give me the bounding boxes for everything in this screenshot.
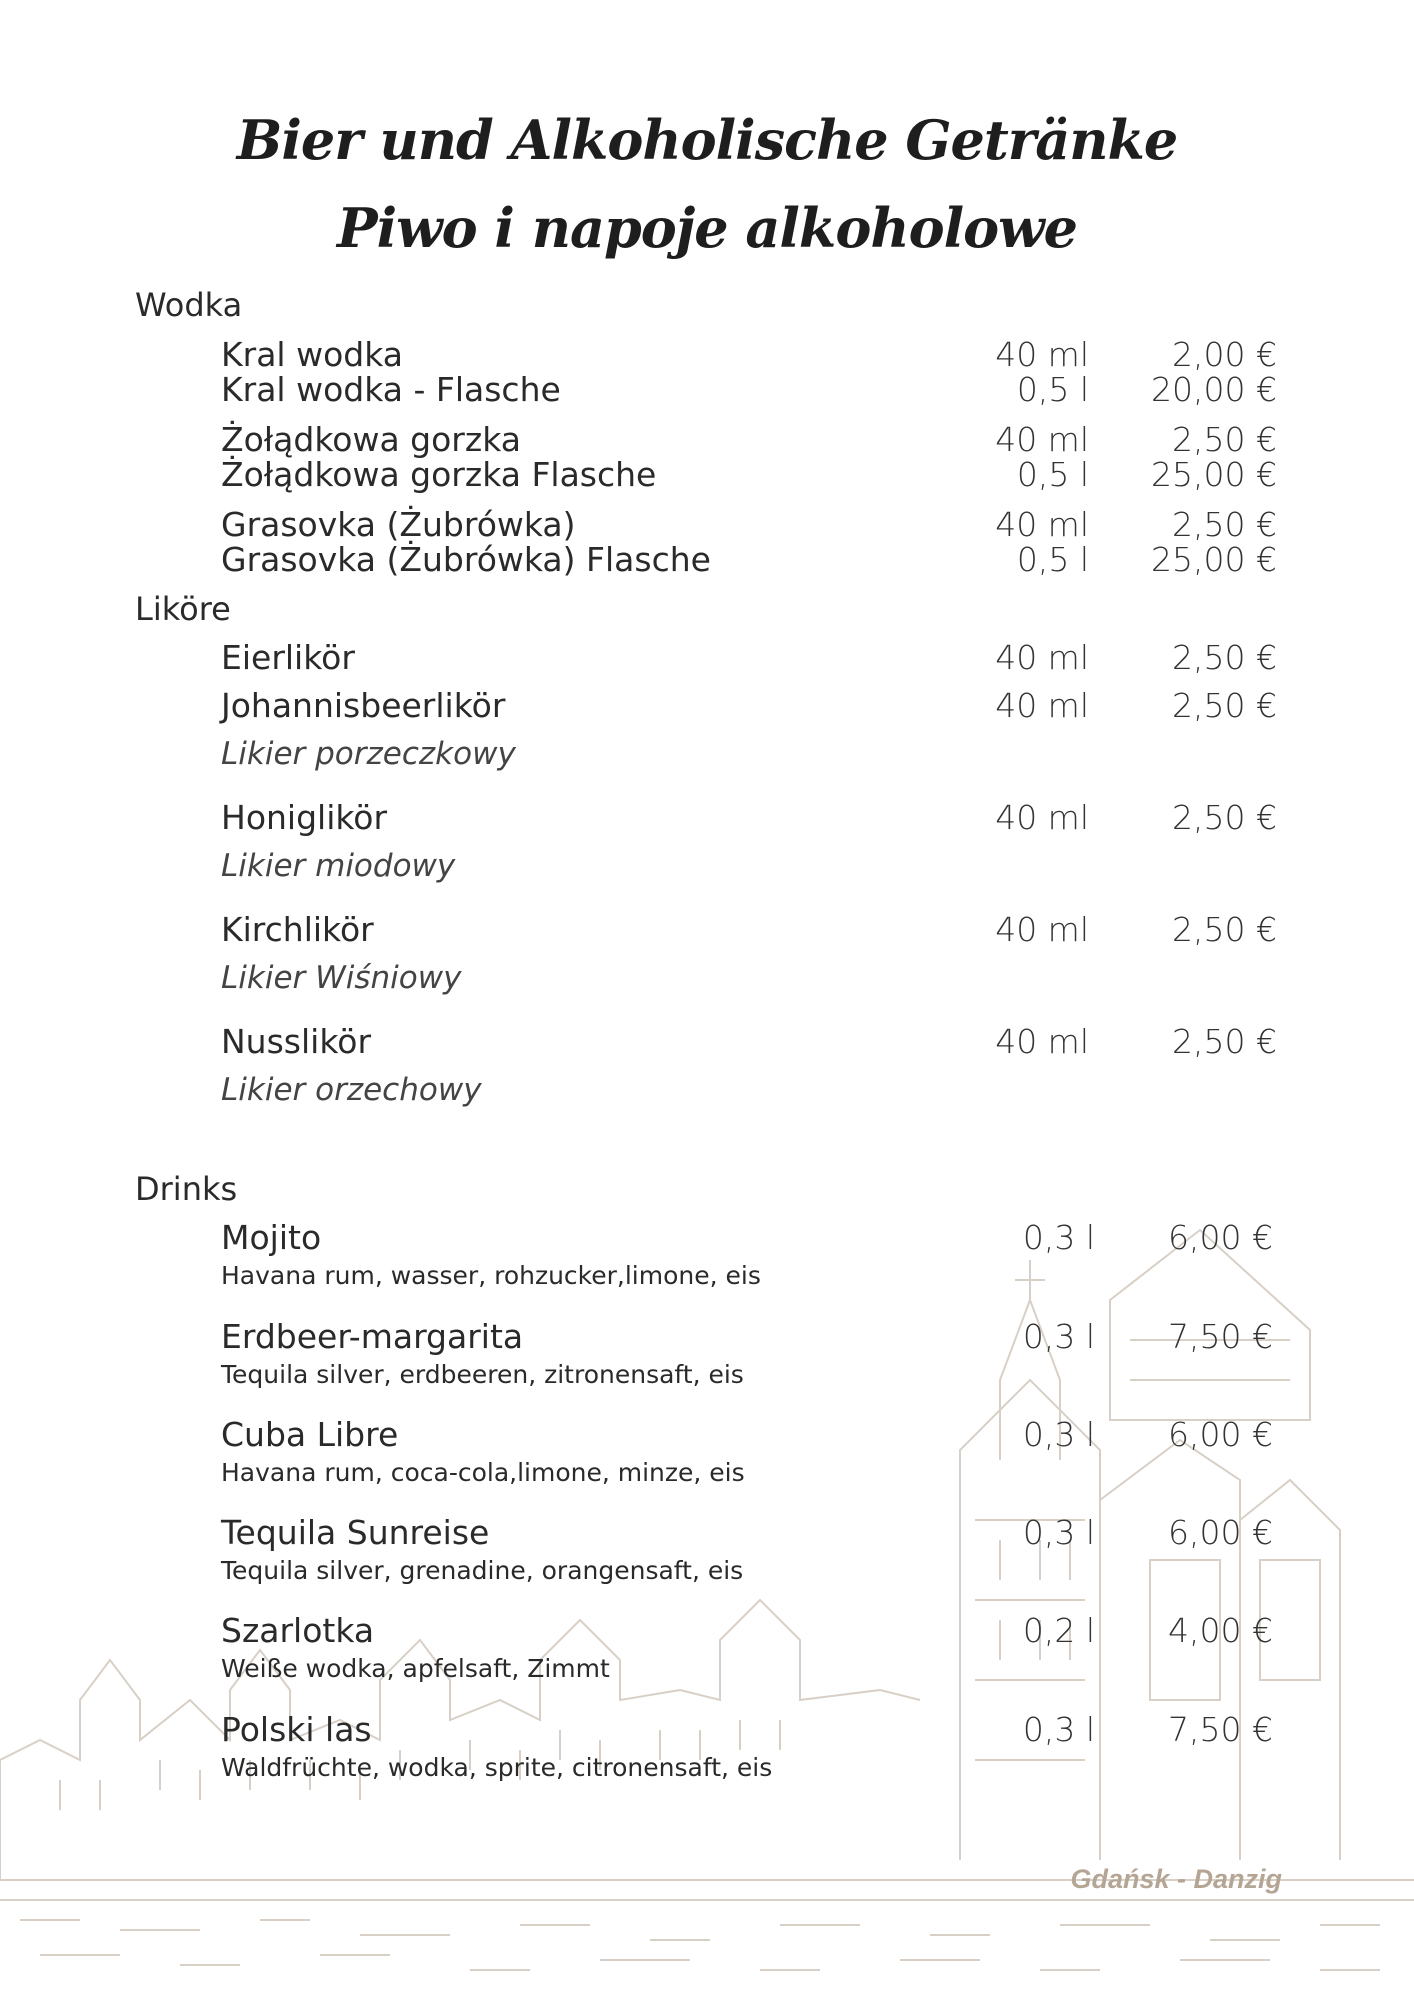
menu-item-name: Grasovka (Żubrówka)	[221, 505, 576, 544]
menu-item-volume: 0,2 l	[1022, 1611, 1095, 1650]
menu-item-price: 25,00 €	[1151, 540, 1277, 579]
menu-item-ingredients: Tequila silver, grenadine, orangensaft, eis	[221, 1556, 744, 1585]
menu-item-volume: 40 ml	[995, 686, 1089, 725]
menu-item-name: Szarlotka	[221, 1611, 375, 1650]
menu-item-volume: 0,3 l	[1022, 1218, 1095, 1257]
menu-item-ingredients: Tequila silver, erdbeeren, zitronensaft, eis	[221, 1360, 744, 1389]
menu-item-volume: 0,3 l	[1022, 1415, 1095, 1454]
menu-item-name: Kral wodka - Flasche	[221, 370, 561, 409]
menu-item-volume: 0,5 l	[1016, 370, 1089, 409]
menu-item-price: 2,00 €	[1172, 335, 1277, 374]
menu-item-name: Polski las	[221, 1710, 372, 1749]
menu-item-price: 2,50 €	[1172, 910, 1277, 949]
menu-item-name: Erdbeer-margarita	[221, 1317, 524, 1356]
menu-item-volume: 0,3 l	[1022, 1710, 1095, 1749]
menu-item-name: Żołądkowa gorzka Flasche	[221, 455, 657, 494]
menu-item-subtitle: Likier miodowy	[221, 848, 456, 884]
footer-location: Gdańsk - Danzig	[1070, 1864, 1282, 1894]
section-heading-drinks: Drinks	[135, 1170, 238, 1208]
menu-item-ingredients: Weiße wodka, apfelsaft, Zimmt	[221, 1654, 610, 1683]
menu-item-ingredients: Havana rum, wasser, rohzucker,limone, eis	[221, 1261, 761, 1290]
menu-item-name: Mojito	[221, 1218, 322, 1257]
menu-item-name: Kral wodka	[221, 335, 403, 374]
menu-item-price: 2,50 €	[1172, 1022, 1277, 1061]
menu-item-subtitle: Likier orzechowy	[221, 1072, 482, 1108]
menu-item-volume: 40 ml	[995, 505, 1089, 544]
menu-item-subtitle: Likier Wiśniowy	[221, 960, 462, 996]
menu-item-name: Nusslikör	[221, 1022, 372, 1061]
menu-item-volume: 40 ml	[995, 910, 1089, 949]
menu-item-price: 2,50 €	[1172, 638, 1277, 677]
menu-item-name: Grasovka (Żubrówka) Flasche	[221, 540, 711, 579]
menu-item-ingredients: Havana rum, coca-cola,limone, minze, eis	[221, 1458, 745, 1487]
section-heading-wodka: Wodka	[135, 286, 243, 324]
page-title-german: Bier und Alkoholische Getränke	[236, 108, 1178, 172]
menu-item-volume: 0,5 l	[1016, 455, 1089, 494]
menu-item-volume: 40 ml	[995, 638, 1089, 677]
menu-item-ingredients: Waldfrüchte, wodka, sprite, citronensaft, eis	[221, 1753, 773, 1782]
menu-item-price: 2,50 €	[1172, 505, 1277, 544]
menu-item-volume: 0,3 l	[1022, 1317, 1095, 1356]
menu-item-price: 4,00 €	[1168, 1611, 1273, 1650]
menu-item-volume: 40 ml	[995, 798, 1089, 837]
menu-item-name: Żołądkowa gorzka	[221, 420, 521, 459]
menu-item-price: 2,50 €	[1172, 686, 1277, 725]
menu-item-volume: 40 ml	[995, 335, 1089, 374]
menu-item-name: Kirchlikör	[221, 910, 374, 949]
menu-item-name: Cuba Libre	[221, 1415, 399, 1454]
menu-item-price: 20,00 €	[1151, 370, 1277, 409]
menu-item-price: 7,50 €	[1168, 1710, 1273, 1749]
menu-item-subtitle: Likier porzeczkowy	[221, 736, 516, 772]
menu-item-name: Tequila Sunreise	[221, 1513, 490, 1552]
menu-item-price: 6,00 €	[1168, 1415, 1273, 1454]
menu-item-price: 25,00 €	[1151, 455, 1277, 494]
page-title-polish: Piwo i napoje alkoholowe	[336, 196, 1078, 260]
menu-item-volume: 40 ml	[995, 1022, 1089, 1061]
menu-item-name: Johannisbeerlikör	[221, 686, 506, 725]
menu-item-volume: 0,5 l	[1016, 540, 1089, 579]
menu-item-volume: 0,3 l	[1022, 1513, 1095, 1552]
menu-item-name: Honiglikör	[221, 798, 388, 837]
section-heading-likoere: Liköre	[135, 590, 231, 628]
menu-item-price: 2,50 €	[1172, 420, 1277, 459]
menu-item-price: 2,50 €	[1172, 798, 1277, 837]
menu-item-price: 7,50 €	[1168, 1317, 1273, 1356]
menu-item-volume: 40 ml	[995, 420, 1089, 459]
menu-item-price: 6,00 €	[1168, 1218, 1273, 1257]
menu-item-name: Eierlikör	[221, 638, 355, 677]
menu-item-price: 6,00 €	[1168, 1513, 1273, 1552]
